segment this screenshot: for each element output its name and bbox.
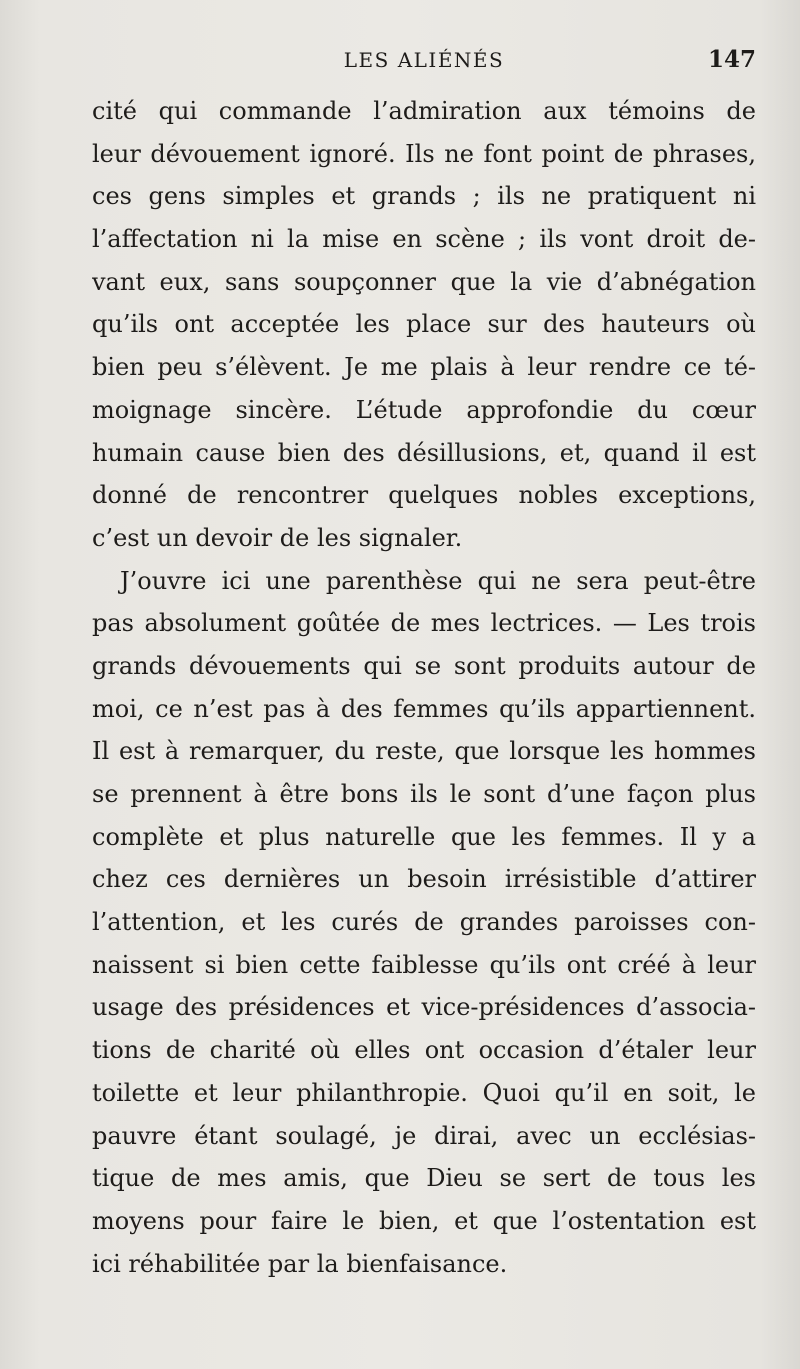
text-line: moignage sincère. L’étude approfondie du cœur bbox=[92, 395, 756, 424]
page-header bbox=[92, 48, 756, 78]
text-line: bien peu s’élèvent. Je me plais à leur rendre ce té- bbox=[92, 353, 756, 382]
page-number: 147 bbox=[707, 46, 756, 73]
text-line: leur dévouement ignoré. Ils ne font point de phrases, bbox=[92, 139, 756, 168]
text-line: l’attention, et les curés de grandes paroisses con- bbox=[92, 908, 756, 937]
text-line: pas absolument goûtée de mes lectrices. — Les trois bbox=[92, 609, 756, 638]
text-line: se prennent à être bons ils le sont d’une façon plus bbox=[92, 780, 756, 808]
text-line: ces gens simples et grands ; ils ne pratiquent ni bbox=[92, 182, 756, 211]
text-line: qu’ils ont acceptée les place sur des hauteurs où bbox=[92, 310, 756, 339]
text-line: moyens pour faire le bien, et que l’ostentation est bbox=[92, 1206, 756, 1235]
text-line: vant eux, sans soupçonner que la vie d’abnégation bbox=[92, 267, 756, 296]
paragraph-2 bbox=[92, 560, 756, 1286]
text-line: cité qui commande l’admiration aux témoins de bbox=[92, 97, 756, 125]
text-line: tique de mes amis, que Dieu se sert de tous les bbox=[92, 1164, 756, 1193]
text-line: chez ces dernières un besoin irrésistible d’attirer bbox=[92, 865, 756, 894]
text-line: toilette et leur philanthropie. Quoi qu’il en soit, le bbox=[92, 1078, 756, 1107]
text-line: J’ouvre ici une parenthèse qui ne sera peut-être bbox=[120, 566, 756, 595]
text-line: grands dévouements qui se sont produits autour de bbox=[92, 651, 756, 680]
running-title: LES ALIÉNÉS bbox=[343, 48, 505, 72]
text-line: c’est un devoir de les signaler. bbox=[92, 523, 463, 552]
text-line: Il est à remarquer, du reste, que lorsque les hommes bbox=[92, 737, 756, 766]
paragraph-1 bbox=[92, 90, 756, 560]
text-line: tions de charité où elles ont occasion d’étaler leur bbox=[92, 1036, 756, 1065]
text-line: donné de rencontrer quelques nobles exceptions, bbox=[92, 481, 756, 510]
body-text bbox=[92, 90, 756, 1285]
text-line: ici réhabilitée par la bienfaisance. bbox=[92, 1249, 508, 1278]
text-line: pauvre étant soulagé, je dirai, avec un ecclésias- bbox=[92, 1121, 756, 1150]
text-line: naissent si bien cette faiblesse qu’ils ont créé à leur bbox=[92, 950, 756, 979]
text-line: complète et plus naturelle que les femmes. Il y a bbox=[92, 822, 756, 851]
text-line: l’affectation ni la mise en scène ; ils vont droit de- bbox=[92, 225, 756, 254]
text-line: humain cause bien des désillusions, et, quand il est bbox=[92, 438, 756, 467]
text-line: usage des présidences et vice-présidences d’associa- bbox=[92, 993, 756, 1022]
text-line: moi, ce n’est pas à des femmes qu’ils appartiennent. bbox=[92, 694, 756, 723]
